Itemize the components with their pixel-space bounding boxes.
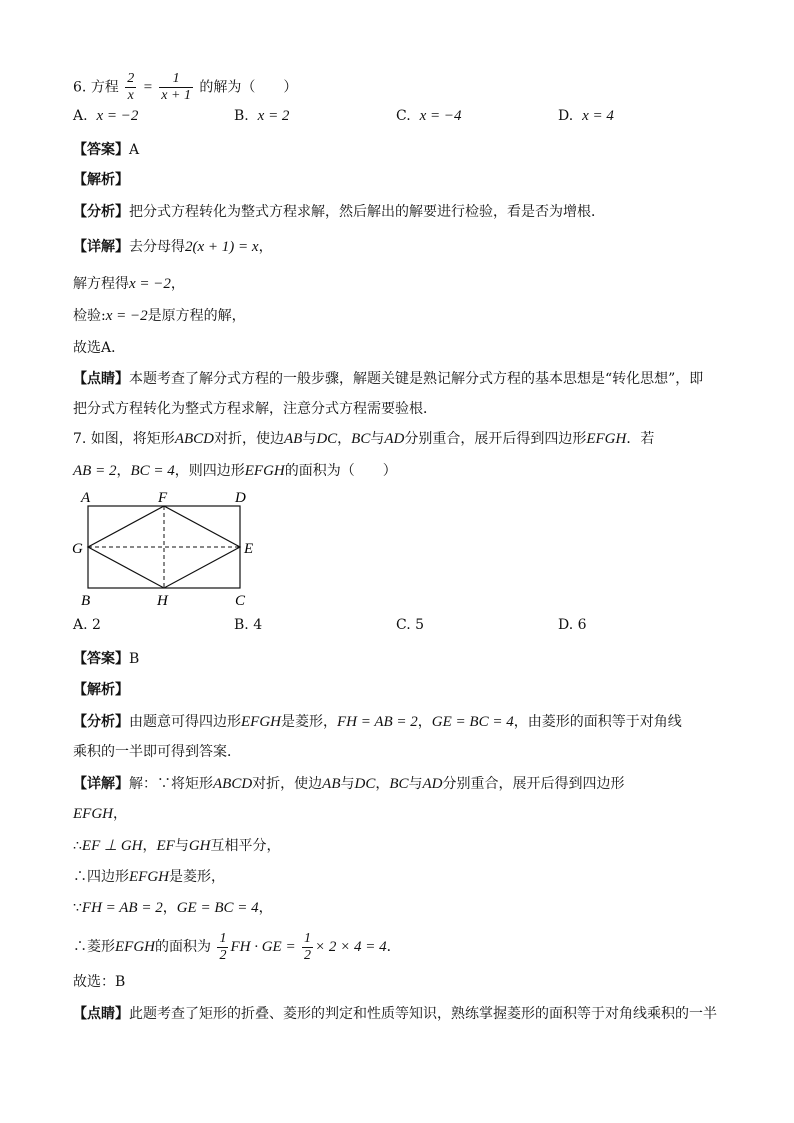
- q7-fenxi-line2: 乘积的一半即可得到答案．: [73, 744, 241, 760]
- q6-stem: 6. 方程 $\frac{2}{x}$ = $\frac{1}{x + 1}$ 的解为（ ）: [73, 71, 298, 103]
- q7-figure: [66, 486, 266, 612]
- q7-detail-line5: ∵FH = AB = 2，GE = BC = 4，: [73, 900, 273, 916]
- q6-fraction-right: $\frac{1}{x + 1}$: [161, 71, 191, 103]
- q7-fraction-half-1: $\frac{1}{2}$: [219, 930, 227, 963]
- q7-option-d: D. 6: [558, 617, 587, 633]
- q7-answer: 【答案】B: [73, 651, 140, 667]
- q7-stem-line2: AB = 2，BC = 4，则四边形EFGH的面积为（ ）: [73, 463, 397, 479]
- label-g: G: [72, 541, 83, 557]
- q7-stem-line1: 7. 如图，将矩形ABCD对折，使边AB与DC，BC与AD分别重合，展开后得到四边形EFGH．若: [73, 431, 655, 447]
- q6-detail-line4: 故选A．: [73, 340, 126, 356]
- q6-option-b: B. x = 2: [234, 108, 290, 124]
- q7-analysis-tag: 【解析】: [73, 682, 129, 698]
- q7-fraction-half-2: $\frac{1}{2}$: [304, 930, 312, 963]
- label-d: D: [235, 490, 246, 506]
- q7-detail-line3: ∴EF ⊥ GH，EF与GH互相平分，: [73, 838, 281, 854]
- q6-option-a: A. x = −2: [73, 108, 139, 124]
- q7-option-c: C. 5: [396, 617, 425, 633]
- q7-detail-line7: 故选：B: [73, 974, 126, 990]
- label-a: A: [81, 490, 91, 506]
- q6-fraction-left: $\frac{2}{x}$: [127, 71, 135, 103]
- q6-option-d: D. x = 4: [558, 108, 614, 124]
- q6-comment-line1: 【点睛】本题考查了解分式方程的一般步骤，解题关键是熟记解分式方程的基本思想是“转化思想”，即: [73, 371, 704, 387]
- q7-detail-line2: EFGH，: [73, 806, 127, 822]
- q6-comment-line2: 把分式方程转化为整式方程求解，注意分式方程需要验根．: [73, 401, 437, 417]
- label-f: F: [158, 490, 168, 506]
- q6-detail-line2: 解方程得x = −2，: [73, 276, 185, 292]
- label-e: E: [244, 541, 254, 557]
- q7-detail-line4: ∴四边形EFGH是菱形，: [73, 869, 225, 885]
- label-b: B: [81, 593, 91, 609]
- q7-fenxi-line1: 【分析】由题意可得四边形EFGH是菱形，FH = AB = 2，GE = BC = 4，由菱形的面积等于对角线: [73, 714, 682, 730]
- q6-option-c: C. x = −4: [396, 108, 462, 124]
- q7-option-a: A. 2: [73, 617, 101, 633]
- q6-detail-line1: 【详解】去分母得2(x + 1) = x，: [73, 239, 273, 255]
- q7-comment-line1: 【点睛】此题考查了矩形的折叠、菱形的判定和性质等知识，熟练掌握菱形的面积等于对角线乘积的一半: [73, 1006, 717, 1022]
- label-c: C: [235, 593, 246, 609]
- label-h: H: [157, 593, 168, 609]
- q6-answer: 【答案】A: [73, 142, 140, 158]
- q6-detail-line3: 检验:x = −2是原方程的解，: [73, 308, 246, 324]
- q6-analysis-tag: 【解析】: [73, 172, 129, 188]
- q7-detail-line1: 【详解】解：∵将矩形ABCD对折，使边AB与DC，BC与AD分别重合，展开后得到四边形: [73, 776, 625, 792]
- q6-fenxi: 【分析】把分式方程转化为整式方程求解，然后解出的解要进行检验，看是否为增根．: [73, 204, 605, 220]
- q7-detail-line6: ∴菱形EFGH的面积为 $\frac{1}{2}$ FH · GE = $\frac{1}{2}$ × 2 × 4 = 4．: [73, 930, 401, 963]
- q7-option-b: B. 4: [234, 617, 263, 633]
